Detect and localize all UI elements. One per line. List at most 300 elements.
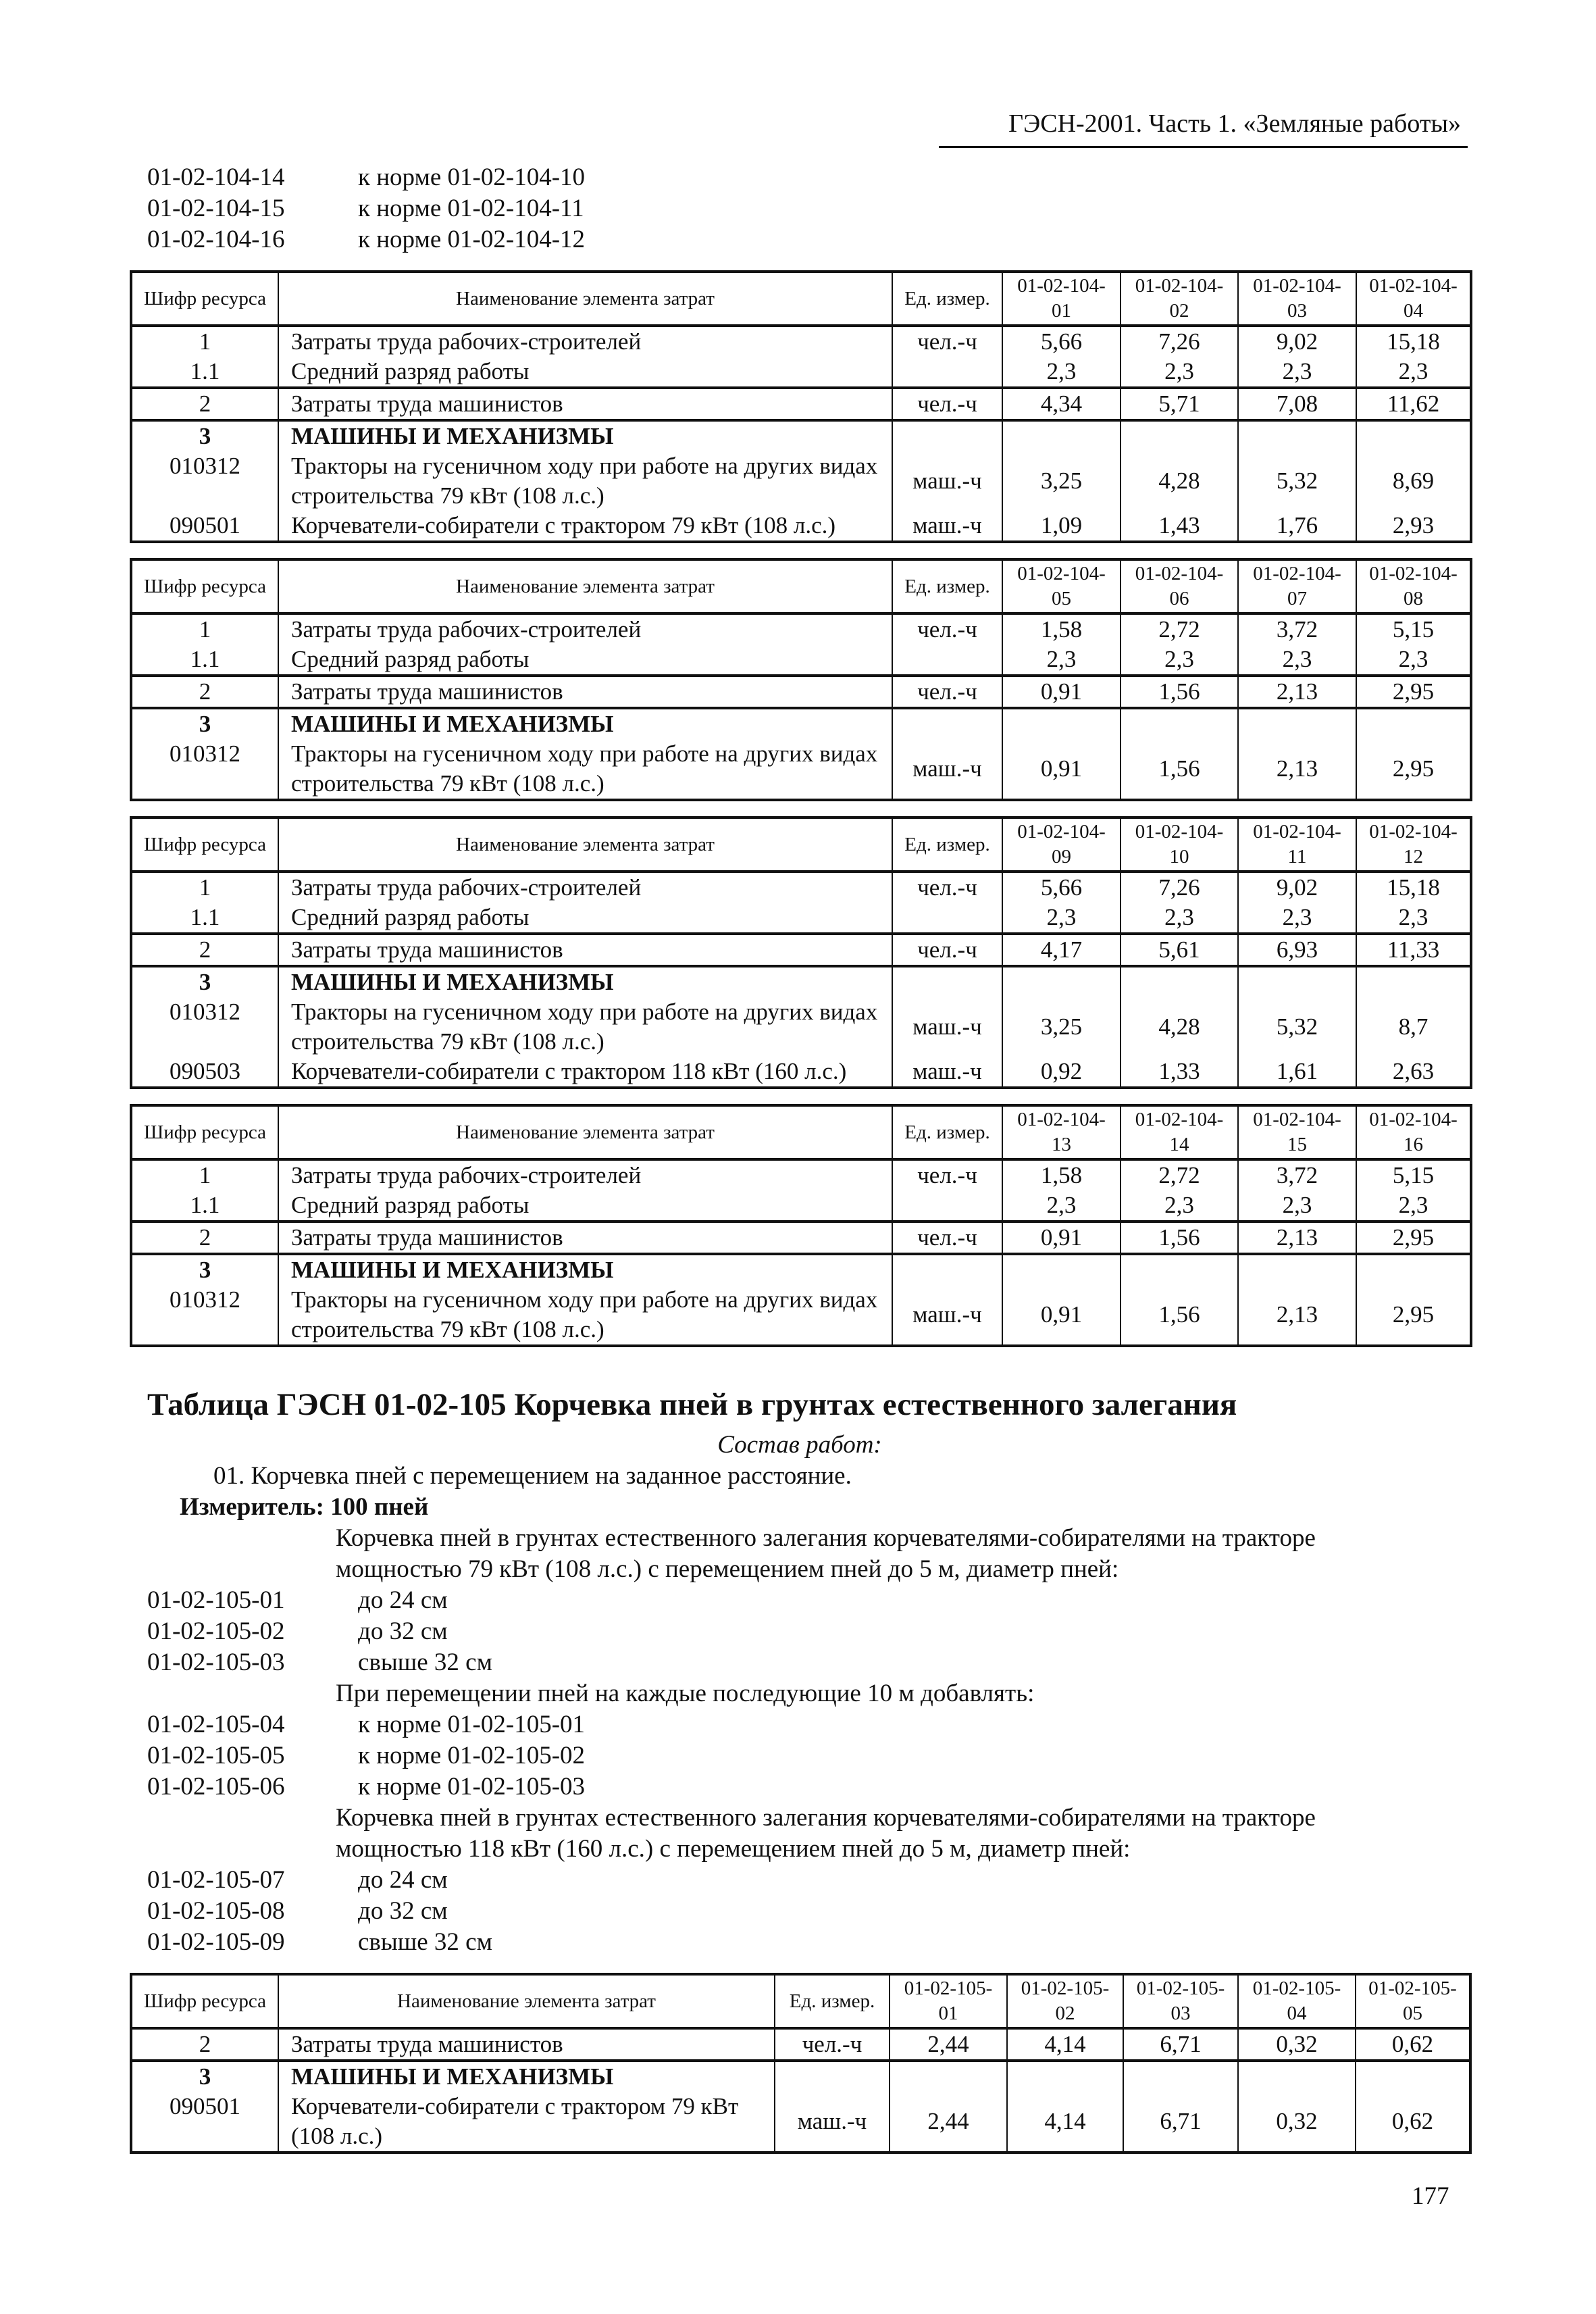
- row-group: [131, 613, 1471, 676]
- resource-code: 090501: [131, 511, 278, 542]
- resource-code: 1: [131, 326, 278, 357]
- value-cell: 1,56: [1121, 1222, 1238, 1254]
- unit: [892, 357, 1002, 388]
- description-text: 01. Корчевка пней с перемещением на заданное расстояние.: [213, 1462, 852, 1490]
- cost-element-name: МАШИНЫ И МЕХАНИЗМЫ: [278, 2061, 775, 2092]
- value-cell: 2,95: [1356, 1222, 1471, 1254]
- value-cell: 0,62: [1356, 2092, 1470, 2153]
- value-cell: 2,3: [1002, 903, 1121, 934]
- header-code: Шифр ресурса: [131, 1974, 278, 2028]
- value-cell: 4,14: [1007, 2092, 1123, 2153]
- norm-code: 01-02-105-07: [147, 1866, 285, 1894]
- cost-element-name: Затраты труда рабочих-строителей: [278, 872, 892, 903]
- value-cell: 15,18: [1356, 872, 1471, 903]
- header-norm-code: 01-02-105-04: [1238, 1974, 1356, 2028]
- value-cell: 0,62: [1356, 2028, 1470, 2061]
- cost-element-name: Затраты труда рабочих-строителей: [278, 613, 892, 645]
- norm-description: до 32 см: [358, 1617, 448, 1645]
- cost-element-name: Затраты труда рабочих-строителей: [278, 326, 892, 357]
- description-text: Корчевка пней в грунтах естественного залегания корчевателями-собирателями на тракторе: [336, 1804, 1316, 1832]
- value-cell: 0,91: [1002, 1285, 1121, 1346]
- cost-element-name: Затраты труда машинистов: [278, 676, 892, 708]
- value-cell: 1,58: [1002, 1159, 1121, 1190]
- resource-code: 1: [131, 613, 278, 645]
- cost-element-name: Затраты труда машинистов: [278, 1222, 892, 1254]
- resource-code: 3: [131, 2061, 278, 2092]
- header-norm-code: 01-02-104-03: [1238, 272, 1356, 326]
- value-cell: 0,91: [1002, 1222, 1121, 1254]
- value-cell: [1238, 2061, 1356, 2092]
- value-cell: 1,56: [1121, 676, 1238, 708]
- description-text: Корчевка пней в грунтах естественного залегания корчевателями-собирателями на тракторе: [336, 1524, 1316, 1552]
- page-body: [130, 162, 1470, 2212]
- section-line-item: [130, 1865, 1470, 1896]
- value-cell: [1356, 708, 1471, 739]
- norm-reference-line: [130, 193, 1470, 224]
- value-cell: 1,09: [1002, 511, 1121, 542]
- table-row: [131, 934, 1471, 966]
- table-header-row: [131, 1974, 1470, 2028]
- value-cell: 2,3: [1002, 1190, 1121, 1222]
- norm-reference-line: [130, 224, 1470, 255]
- value-cell: 2,3: [1121, 903, 1238, 934]
- value-cell: [1007, 2061, 1123, 2092]
- value-cell: 1,43: [1121, 511, 1238, 542]
- table-row: [131, 2061, 1470, 2092]
- value-cell: 2,3: [1356, 1190, 1471, 1222]
- header-name: Наименование элемента затрат: [278, 818, 892, 872]
- header-norm-code: 01-02-104-12: [1356, 818, 1471, 872]
- value-cell: 2,3: [1356, 357, 1471, 388]
- norm-reference-text: к норме 01-02-104-10: [358, 164, 586, 191]
- cost-element-name: Средний разряд работы: [278, 903, 892, 934]
- resource-code: 1.1: [131, 645, 278, 676]
- value-cell: 7,08: [1238, 388, 1356, 420]
- cost-element-name: Затраты труда рабочих-строителей: [278, 1159, 892, 1190]
- section-line-item: [130, 1740, 1470, 1771]
- value-cell: [890, 2061, 1007, 2092]
- resource-code: 1.1: [131, 357, 278, 388]
- value-cell: 2,44: [890, 2092, 1007, 2153]
- section-body: [130, 1461, 1470, 1958]
- value-cell: 5,15: [1356, 613, 1471, 645]
- resource-table-105: [130, 1973, 1470, 2154]
- cost-element-name: Средний разряд работы: [278, 1190, 892, 1222]
- cost-element-name: Средний разряд работы: [278, 357, 892, 388]
- table-row: [131, 1159, 1471, 1190]
- resource-code: 2: [131, 388, 278, 420]
- description-text: мощностью 118 кВт (160 л.с.) с перемещением пней до 5 м, диаметр пней:: [336, 1835, 1131, 1863]
- norm-code: 01-02-104-14: [147, 164, 285, 191]
- header-norm-code: 01-02-104-01: [1002, 272, 1121, 326]
- unit: [775, 2061, 890, 2092]
- value-cell: 5,15: [1356, 1159, 1471, 1190]
- section-line-para: [130, 1803, 1470, 1834]
- value-cell: 1,61: [1238, 1057, 1356, 1088]
- table-header-row: [131, 1105, 1471, 1159]
- row-group: [131, 708, 1471, 800]
- unit: чел.-ч: [892, 676, 1002, 708]
- resource-table: [130, 270, 1472, 543]
- table-row: [131, 613, 1471, 645]
- norm-code: 01-02-105-09: [147, 1928, 285, 1956]
- value-cell: 1,56: [1121, 1285, 1238, 1346]
- section-line-item: [130, 1647, 1470, 1678]
- norm-code: 01-02-105-01: [147, 1586, 285, 1614]
- norm-reference-text: к норме 01-02-104-11: [358, 195, 584, 222]
- header-norm-code: 01-02-105-02: [1007, 1974, 1123, 2028]
- row-group: [131, 2028, 1470, 2061]
- value-cell: 2,93: [1356, 511, 1471, 542]
- table-row: [131, 388, 1471, 420]
- value-cell: 6,93: [1238, 934, 1356, 966]
- table-header-row: [131, 559, 1471, 613]
- section-line-item: [130, 1927, 1470, 1958]
- table-header-row: [131, 272, 1471, 326]
- header-norm-code: 01-02-105-05: [1356, 1974, 1470, 2028]
- header-unit: Ед. измер.: [892, 818, 1002, 872]
- norm-description: до 24 см: [358, 1586, 448, 1614]
- value-cell: 5,32: [1238, 451, 1356, 511]
- norm-code: 01-02-105-08: [147, 1897, 285, 1925]
- unit: [892, 903, 1002, 934]
- table-row: [131, 872, 1471, 903]
- value-cell: 5,66: [1002, 326, 1121, 357]
- section-line-item: [130, 1896, 1470, 1927]
- value-cell: 4,17: [1002, 934, 1121, 966]
- value-cell: 0,32: [1238, 2028, 1356, 2061]
- value-cell: 9,02: [1238, 326, 1356, 357]
- row-group: [131, 388, 1471, 420]
- norm-reference-line: [130, 162, 1470, 193]
- cost-element-name: Затраты труда машинистов: [278, 388, 892, 420]
- unit: [892, 708, 1002, 739]
- value-cell: 15,18: [1356, 326, 1471, 357]
- table-row: [131, 708, 1471, 739]
- table-row: [131, 357, 1471, 388]
- header-name: Наименование элемента затрат: [278, 1105, 892, 1159]
- unit: [892, 1254, 1002, 1285]
- table-row: [131, 2092, 1470, 2153]
- unit: маш.-ч: [892, 1285, 1002, 1346]
- value-cell: [1356, 2061, 1470, 2092]
- cost-element-name: Затраты труда машинистов: [278, 2028, 775, 2061]
- value-cell: 2,3: [1002, 645, 1121, 676]
- value-cell: [1238, 966, 1356, 997]
- value-cell: 2,95: [1356, 1285, 1471, 1346]
- header-norm-code: 01-02-104-05: [1002, 559, 1121, 613]
- value-cell: 1,58: [1002, 613, 1121, 645]
- value-cell: [1121, 420, 1238, 451]
- value-cell: 2,95: [1356, 739, 1471, 800]
- description-text: мощностью 79 кВт (108 л.с.) с перемещением пней до 5 м, диаметр пней:: [336, 1555, 1119, 1583]
- running-header: ГЭСН-2001. Часть 1. «Земляные работы»: [1008, 109, 1461, 138]
- value-cell: 6,71: [1123, 2028, 1238, 2061]
- value-cell: 2,44: [890, 2028, 1007, 2061]
- resource-code: 3: [131, 420, 278, 451]
- value-cell: 4,14: [1007, 2028, 1123, 2061]
- unit: маш.-ч: [892, 997, 1002, 1057]
- value-cell: [1123, 2061, 1238, 2092]
- resource-code: 1.1: [131, 1190, 278, 1222]
- cost-element-name: Затраты труда машинистов: [278, 934, 892, 966]
- table-row: [131, 1057, 1471, 1088]
- value-cell: 3,25: [1002, 997, 1121, 1057]
- section-line-meter: [130, 1492, 1470, 1523]
- unit: [892, 645, 1002, 676]
- value-cell: 4,34: [1002, 388, 1121, 420]
- section-line-item: [130, 1771, 1470, 1803]
- composition-label: Состав работ:: [717, 1431, 882, 1459]
- value-cell: [1002, 708, 1121, 739]
- row-group: [131, 1222, 1471, 1254]
- value-cell: 11,62: [1356, 388, 1471, 420]
- value-cell: [1002, 1254, 1121, 1285]
- table-header-row: [131, 818, 1471, 872]
- value-cell: 2,3: [1238, 645, 1356, 676]
- cost-element-name: Корчеватели-собиратели с трактором 79 кВт (108 л.с.): [278, 511, 892, 542]
- value-cell: 2,3: [1121, 357, 1238, 388]
- value-cell: 2,95: [1356, 676, 1471, 708]
- value-cell: 3,25: [1002, 451, 1121, 511]
- table-row: [131, 326, 1471, 357]
- header-name: Наименование элемента затрат: [278, 1974, 775, 2028]
- unit: маш.-ч: [892, 451, 1002, 511]
- table-row: [131, 1190, 1471, 1222]
- value-cell: [1356, 1254, 1471, 1285]
- resource-tables: [130, 270, 1470, 1347]
- value-cell: 2,3: [1238, 1190, 1356, 1222]
- value-cell: 3,72: [1238, 1159, 1356, 1190]
- header-divider: [939, 146, 1468, 148]
- section-line-item: [130, 1709, 1470, 1740]
- page-number: 177: [1412, 2182, 1449, 2210]
- header-unit: Ед. измер.: [892, 559, 1002, 613]
- table-row: [131, 511, 1471, 542]
- unit: маш.-ч: [892, 1057, 1002, 1088]
- value-cell: [1121, 708, 1238, 739]
- value-cell: [1121, 966, 1238, 997]
- cost-element-name: МАШИНЫ И МЕХАНИЗМЫ: [278, 966, 892, 997]
- value-cell: 2,63: [1356, 1057, 1471, 1088]
- section-line-work: [130, 1461, 1470, 1492]
- resource-code: 2: [131, 1222, 278, 1254]
- header-norm-code: 01-02-104-16: [1356, 1105, 1471, 1159]
- resource-code: 090501: [131, 2092, 278, 2153]
- value-cell: [1238, 1254, 1356, 1285]
- description-text: При перемещении пней на каждые последующие 10 м добавлять:: [336, 1680, 1035, 1707]
- cost-element-name: Средний разряд работы: [278, 645, 892, 676]
- table-row: [131, 966, 1471, 997]
- value-cell: 2,3: [1002, 357, 1121, 388]
- unit: чел.-ч: [892, 613, 1002, 645]
- value-cell: 2,13: [1238, 739, 1356, 800]
- unit: чел.-ч: [892, 388, 1002, 420]
- row-group: [131, 966, 1471, 1088]
- row-group: [131, 1159, 1471, 1222]
- norm-code: 01-02-104-15: [147, 195, 285, 222]
- header-code: Шифр ресурса: [131, 1105, 278, 1159]
- header-norm-code: 01-02-104-14: [1121, 1105, 1238, 1159]
- row-group: [131, 676, 1471, 708]
- unit: [892, 1190, 1002, 1222]
- header-norm-code: 01-02-104-13: [1002, 1105, 1121, 1159]
- value-cell: 5,32: [1238, 997, 1356, 1057]
- unit: чел.-ч: [892, 326, 1002, 357]
- section-line-para: [130, 1834, 1470, 1865]
- cost-element-name: МАШИНЫ И МЕХАНИЗМЫ: [278, 420, 892, 451]
- unit: чел.-ч: [892, 934, 1002, 966]
- norm-code: 01-02-105-02: [147, 1617, 285, 1645]
- resource-table: [130, 816, 1472, 1089]
- value-cell: [1356, 420, 1471, 451]
- value-cell: 8,69: [1356, 451, 1471, 511]
- norm-code: 01-02-105-04: [147, 1711, 285, 1738]
- cost-element-name: МАШИНЫ И МЕХАНИЗМЫ: [278, 1254, 892, 1285]
- header-norm-code: 01-02-104-06: [1121, 559, 1238, 613]
- unit: чел.-ч: [892, 872, 1002, 903]
- value-cell: 7,26: [1121, 872, 1238, 903]
- header-code: Шифр ресурса: [131, 559, 278, 613]
- header-norm-code: 01-02-104-04: [1356, 272, 1471, 326]
- value-cell: 0,92: [1002, 1057, 1121, 1088]
- table-row: [131, 645, 1471, 676]
- norm-description: к норме 01-02-105-01: [358, 1711, 586, 1738]
- header-unit: Ед. измер.: [775, 1974, 890, 2028]
- value-cell: 0,91: [1002, 676, 1121, 708]
- cost-element-name: Тракторы на гусеничном ходу при работе на других видах строительства 79 кВт (108 л.с.): [278, 997, 892, 1057]
- unit: [892, 420, 1002, 451]
- resource-code: 010312: [131, 997, 278, 1057]
- table-row: [131, 903, 1471, 934]
- value-cell: 2,3: [1356, 645, 1471, 676]
- header-norm-code: 01-02-104-07: [1238, 559, 1356, 613]
- resource-code: 2: [131, 2028, 278, 2061]
- header-norm-code: 01-02-104-15: [1238, 1105, 1356, 1159]
- header-norm-code: 01-02-104-10: [1121, 818, 1238, 872]
- unit: чел.-ч: [892, 1222, 1002, 1254]
- value-cell: 4,28: [1121, 997, 1238, 1057]
- resource-code: 2: [131, 934, 278, 966]
- norm-code: 01-02-105-03: [147, 1649, 285, 1676]
- resource-table: [130, 558, 1472, 801]
- table-row: [131, 739, 1471, 800]
- value-cell: 2,3: [1121, 645, 1238, 676]
- row-group: [131, 1254, 1471, 1346]
- norm-description: до 32 см: [358, 1897, 448, 1925]
- table-row: [131, 2028, 1470, 2061]
- table-row: [131, 1222, 1471, 1254]
- unit: чел.-ч: [892, 1159, 1002, 1190]
- section-title: Таблица ГЭСН 01-02-105 Корчевка пней в грунтах естественного залегания: [147, 1387, 1237, 1422]
- value-cell: 4,28: [1121, 451, 1238, 511]
- table-row: [131, 997, 1471, 1057]
- table-row: [131, 420, 1471, 451]
- header-name: Наименование элемента затрат: [278, 559, 892, 613]
- value-cell: 3,72: [1238, 613, 1356, 645]
- unit: маш.-ч: [892, 739, 1002, 800]
- section-line-item: [130, 1616, 1470, 1647]
- value-cell: 2,13: [1238, 676, 1356, 708]
- table-row: [131, 676, 1471, 708]
- value-cell: 2,3: [1238, 357, 1356, 388]
- value-cell: 2,72: [1121, 1159, 1238, 1190]
- header-name: Наименование элемента затрат: [278, 272, 892, 326]
- section-line-para: [130, 1523, 1470, 1554]
- resource-table: [130, 1104, 1472, 1347]
- value-cell: [1238, 420, 1356, 451]
- value-cell: 9,02: [1238, 872, 1356, 903]
- row-group: [131, 934, 1471, 966]
- table-row: [131, 451, 1471, 511]
- resource-code: 090503: [131, 1057, 278, 1088]
- norm-code: 01-02-104-16: [147, 226, 285, 253]
- value-cell: 5,66: [1002, 872, 1121, 903]
- row-group: [131, 420, 1471, 542]
- value-cell: 0,91: [1002, 739, 1121, 800]
- cost-element-name: МАШИНЫ И МЕХАНИЗМЫ: [278, 708, 892, 739]
- resource-code: 1: [131, 872, 278, 903]
- value-cell: 1,56: [1121, 739, 1238, 800]
- value-cell: 5,71: [1121, 388, 1238, 420]
- norm-reference-text: к норме 01-02-104-12: [358, 226, 586, 253]
- norm-description: к норме 01-02-105-03: [358, 1773, 586, 1801]
- value-cell: 5,61: [1121, 934, 1238, 966]
- resource-code: 3: [131, 1254, 278, 1285]
- norm-description: до 24 см: [358, 1866, 448, 1894]
- row-group: [131, 326, 1471, 388]
- header-unit: Ед. измер.: [892, 272, 1002, 326]
- unit: маш.-ч: [892, 511, 1002, 542]
- resource-table: [130, 1973, 1472, 2154]
- cost-element-name: Тракторы на гусеничном ходу при работе на других видах строительства 79 кВт (108 л.с.): [278, 1285, 892, 1346]
- value-cell: 8,7: [1356, 997, 1471, 1057]
- cost-element-name: Тракторы на гусеничном ходу при работе на других видах строительства 79 кВт (108 л.с.): [278, 739, 892, 800]
- value-cell: [1356, 966, 1471, 997]
- section-line-para: [130, 1554, 1470, 1585]
- header-norm-code: 01-02-104-08: [1356, 559, 1471, 613]
- header-norm-code: 01-02-104-02: [1121, 272, 1238, 326]
- resource-code: 010312: [131, 1285, 278, 1346]
- measure-unit: Измеритель: 100 пней: [180, 1493, 429, 1521]
- cost-element-name: Корчеватели-собиратели с трактором 79 кВт (108 л.с.): [278, 2092, 775, 2153]
- header-norm-code: 01-02-105-03: [1123, 1974, 1238, 2028]
- resource-code: 2: [131, 676, 278, 708]
- value-cell: 2,3: [1356, 903, 1471, 934]
- header-code: Шифр ресурса: [131, 272, 278, 326]
- header-norm-code: 01-02-104-11: [1238, 818, 1356, 872]
- value-cell: 0,32: [1238, 2092, 1356, 2153]
- value-cell: 7,26: [1121, 326, 1238, 357]
- table-row: [131, 1254, 1471, 1285]
- resource-code: 3: [131, 966, 278, 997]
- resource-code: 1.1: [131, 903, 278, 934]
- resource-code: 010312: [131, 739, 278, 800]
- header-unit: Ед. измер.: [892, 1105, 1002, 1159]
- table-row: [131, 1285, 1471, 1346]
- value-cell: 1,76: [1238, 511, 1356, 542]
- norm-description: к норме 01-02-105-02: [358, 1742, 586, 1769]
- header-norm-code: 01-02-104-09: [1002, 818, 1121, 872]
- unit: маш.-ч: [775, 2092, 890, 2153]
- section-line-item: [130, 1585, 1470, 1616]
- norm-description: свыше 32 см: [358, 1928, 493, 1956]
- value-cell: 11,33: [1356, 934, 1471, 966]
- norm-code: 01-02-105-06: [147, 1773, 285, 1801]
- value-cell: [1002, 966, 1121, 997]
- value-cell: 2,72: [1121, 613, 1238, 645]
- norm-description: свыше 32 см: [358, 1649, 493, 1676]
